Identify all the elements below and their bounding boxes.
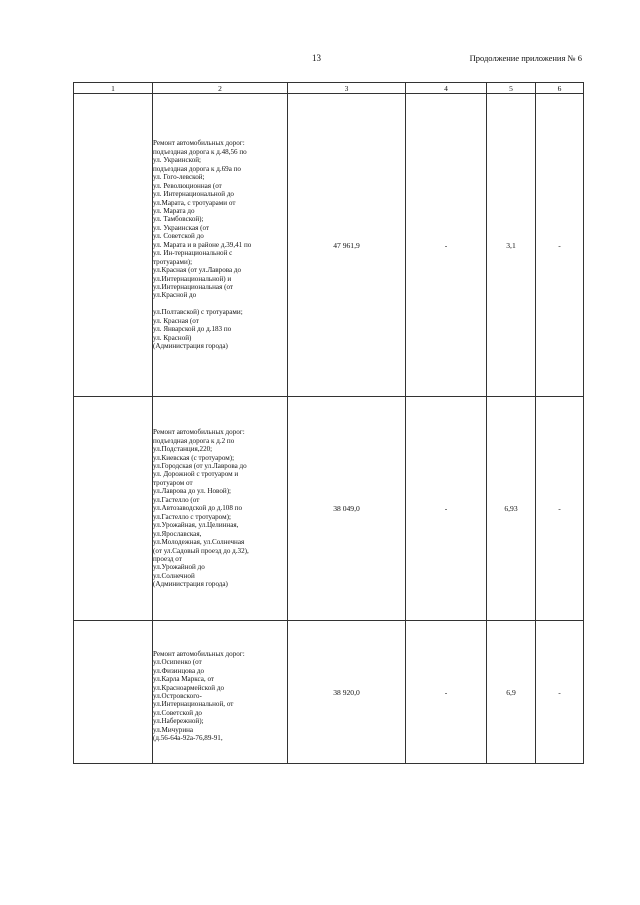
description-line: ул. Интернациональной до (153, 190, 234, 199)
description-line: ул. Красная (от (153, 316, 199, 325)
column-header-6: 6 (536, 83, 584, 94)
description-line: ул.Набережной); (153, 717, 204, 726)
description-cell (153, 621, 288, 764)
description-line: ул. Тамбовской); (153, 215, 204, 224)
description-line: ул. Революционная (от (153, 181, 222, 190)
cost-cell: 47 961,9 (288, 94, 406, 397)
description-line: ул.Красноармейской до (153, 683, 224, 692)
description-line: (Администрация города) (153, 580, 228, 589)
description-line: тротуаром от (153, 478, 193, 487)
description-line: ул. Украинской; (153, 156, 202, 165)
description-line: ул.Солнечной (153, 571, 195, 580)
description-line: ул. Январской до д.183 по (153, 325, 232, 334)
table-row (74, 397, 584, 621)
description-line: тротуарами); (153, 257, 193, 266)
length-cell: 3,1 (487, 94, 536, 397)
description-line: ул.Красной до (153, 291, 197, 300)
description-line: подъездная дорога к д.48,56 по (153, 147, 247, 156)
description-line: Ремонт автомобильных дорог: (153, 649, 245, 658)
description-cell (153, 397, 288, 621)
length-cell: 6,9 (487, 621, 536, 764)
description-line: ул.Автозаводской до д.108 по (153, 504, 243, 513)
description-line: ул.Интернациональная (от (153, 283, 234, 292)
description-line: ул.Городская (от ул.Лаврова до (153, 462, 247, 470)
column-number-row (74, 83, 584, 94)
description-line: ул.Островского- (153, 692, 202, 700)
column-header-1: 1 (74, 83, 153, 94)
description-line: ул.Урожайная, ул.Целинная, (153, 521, 239, 530)
description-line: ул.Ярославская, (153, 529, 202, 538)
description-line: ул.Киевская (с тротуаром); (153, 453, 235, 462)
description-line: ул.Гастелло (от (153, 495, 200, 504)
column-header-5: 5 (487, 83, 536, 94)
description-line (153, 300, 287, 308)
description-line: ул.Советской до (153, 708, 202, 717)
description-line: проезд от (153, 554, 182, 563)
table-row (74, 621, 584, 764)
cost-cell: 38 920,0 (288, 621, 406, 764)
description-line: ул.Карла Маркса, от (153, 675, 215, 684)
value-cell-4: - (406, 621, 487, 764)
description-line: (Администрация города) (153, 342, 228, 351)
description-line: ул.Осипенко (от (153, 658, 202, 667)
description-line: подъездная дорога к д.69а по (153, 164, 241, 173)
appendix-table (73, 82, 584, 764)
description-line: ул. Украинская (от (153, 223, 210, 232)
description-line: ул. Ин-тернациональной с (153, 249, 233, 258)
row-index-cell (74, 397, 153, 621)
description-line: ул.Красная (от ул.Лаврова до (153, 266, 242, 275)
description-line: ул.Молодежная, ул.Солнечная (153, 538, 245, 547)
value-cell-6: - (536, 621, 584, 764)
description-line: ул.Полтавской) с тротуарами; (153, 308, 243, 317)
column-header-3: 3 (288, 83, 406, 94)
description-line: ул. Советской до (153, 232, 204, 241)
row-index-cell (74, 621, 153, 764)
row-index-cell (74, 94, 153, 397)
description-line: ул. Гого-левской; (153, 173, 205, 182)
description-line: ул.Гастелло с тротуаром); (153, 512, 231, 521)
value-cell-6: - (536, 94, 584, 397)
description-line (153, 641, 287, 649)
description-cell (153, 94, 288, 397)
value-cell-6: - (536, 397, 584, 621)
column-header-4: 4 (406, 83, 487, 94)
description-line: ул. Дорожной с тротуаром и (153, 470, 239, 479)
description-line: ул. Марата до (153, 206, 195, 215)
description-line: (от ул.Садовый проезд до д.32), (153, 546, 249, 555)
description-line: ул.Интернациональной) и (153, 274, 232, 283)
description-line: (д.56-64а-92а-76,89-91, (153, 734, 223, 743)
description-line: Ремонт автомобильных дорог: (153, 139, 245, 148)
page-number: 13 (312, 53, 321, 63)
description-line: ул.Физинцова до (153, 666, 205, 675)
table-row (74, 94, 584, 397)
continuation-caption: Продолжение приложения № 6 (469, 53, 582, 63)
description-line: ул.Лаврова до ул. Новой); (153, 487, 232, 496)
description-line: подъездная дорога к д.2 по (153, 436, 235, 445)
description-line: ул. Марата и в районе д.39,41 по (153, 240, 252, 249)
length-cell: 6,93 (487, 397, 536, 621)
description-line: Ремонт автомобильных дорог: (153, 428, 245, 437)
value-cell-4: - (406, 397, 487, 621)
description-line: ул.Марата, с тротуарами от (153, 198, 236, 207)
description-line: ул.Мичурина (153, 725, 194, 734)
column-header-2: 2 (153, 83, 288, 94)
cost-cell: 38 049,0 (288, 397, 406, 621)
value-cell-4: - (406, 94, 487, 397)
description-line: ул.Интернациональной, от (153, 700, 234, 709)
description-line: ул. Красной) (153, 333, 192, 342)
description-line: ул.Подстанция,220; (153, 445, 213, 454)
description-line: ул.Урожайной до (153, 563, 205, 572)
